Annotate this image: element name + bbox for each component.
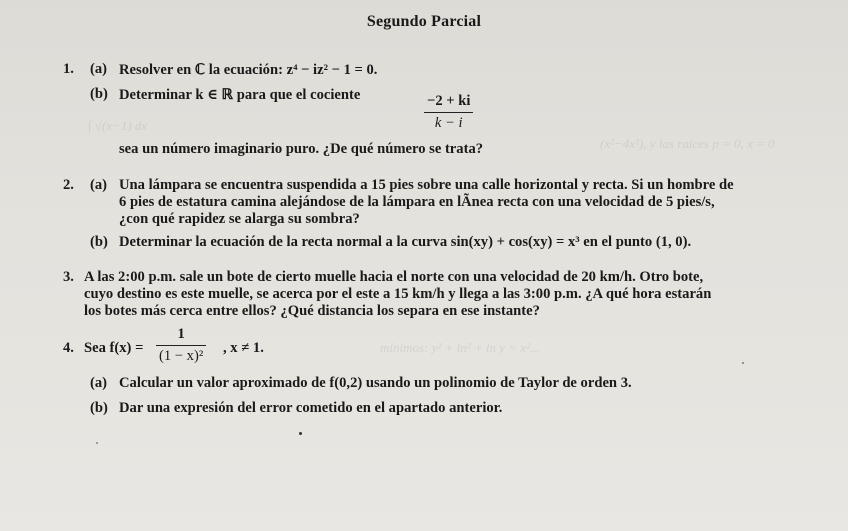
q2b-text: Determinar la ecuación de la recta normal a la curva sin(xy) + cos(xy) = x³ en el punto (1, 0). xyxy=(119,234,692,250)
show-through-marks: ∫ √(x−1) dx xyxy=(88,118,148,133)
q4-fraction-bar xyxy=(156,345,206,346)
q4a-text: Calcular un valor aproximado de f(0,2) usando un polinomio de Taylor de orden 3. xyxy=(119,375,632,391)
q4b-label: (b) xyxy=(90,400,108,416)
q1b-fraction-numerator: −2 + ki xyxy=(427,93,471,109)
q2-number: 2. xyxy=(63,177,74,193)
q3-line-3: los botes más cerca entre ellos? ¿Qué distancia los separa en ese instante? xyxy=(84,303,540,319)
q1b-fraction xyxy=(424,93,473,132)
q3-line-1: A las 2:00 p.m. sale un bote de cierto muelle hacia el norte con una velocidad de 20 km/h. Otro bote, xyxy=(84,269,704,285)
q3-line-2: cuyo destino es este muelle, se acerca por el este a 15 km/h y llega a las 3:00 p.m. ¿A qué hora estarán xyxy=(84,286,712,302)
paper-speck-3 xyxy=(96,442,98,444)
show-through-marks-3: mínimos: y² + ln² + ln y = x²... xyxy=(380,340,540,355)
q4-fraction-numerator: 1 xyxy=(177,326,185,342)
q2a-line-1: Una lámpara se encuentra suspendida a 15 pies sobre una calle horizontal y recta. Si un hombre de xyxy=(119,177,734,193)
q2a-label: (a) xyxy=(90,177,108,193)
exam-title: Segundo Parcial xyxy=(366,13,482,30)
q1b-label: (b) xyxy=(90,86,108,102)
q4-condition: , x ≠ 1. xyxy=(223,340,264,356)
q1b-continuation: sea un número imaginario puro. ¿De qué número se trata? xyxy=(119,141,484,157)
paper-speck xyxy=(299,432,302,435)
q2b-label: (b) xyxy=(90,234,108,250)
q1a-text: Resolver en ℂ la ecuación: z⁴ − iz² − 1 = 0. xyxy=(119,62,378,78)
show-through-marks-2: (x²−4x²), y las raíces p = 0, x = 0 xyxy=(600,136,775,151)
q4-fraction-denominator: (1 − x)² xyxy=(159,348,204,364)
q3-number: 3. xyxy=(63,269,74,285)
q2a-line-3: ¿con qué rapidez se alarga su sombra? xyxy=(119,211,360,227)
q2a-line-2: 6 pies de estatura camina alejándose de la lámpara en lÃnea recta con una velocidad de 5 pies/s, xyxy=(119,194,715,210)
q1b-fraction-denominator: k − i xyxy=(434,115,463,131)
q1b-text: Determinar k ∈ ℝ para que el cociente xyxy=(119,87,361,103)
paper-speck-2 xyxy=(742,362,744,364)
q4-fraction xyxy=(156,326,206,365)
q4-intro: Sea f(x) = xyxy=(84,340,144,356)
q4a-label: (a) xyxy=(90,375,108,391)
q4b-text: Dar una expresión del error cometido en el apartado anterior. xyxy=(119,400,503,416)
q1a-label: (a) xyxy=(90,61,108,77)
q1-number: 1. xyxy=(63,61,74,77)
q4-number: 4. xyxy=(63,340,74,356)
q1b-fraction-bar xyxy=(424,112,473,113)
